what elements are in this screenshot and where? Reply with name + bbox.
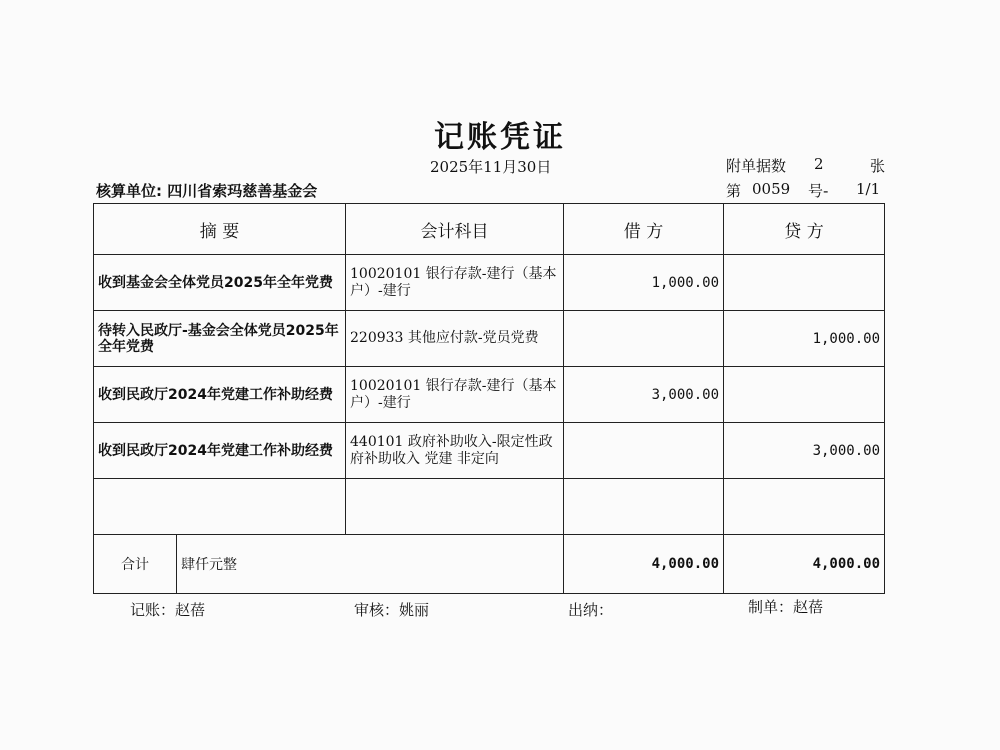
voucher-page: 1/1 <box>856 180 881 198</box>
attachments-info <box>726 155 886 176</box>
total-cell <box>94 535 564 594</box>
voucher-date: 2025年11月30日 <box>430 158 552 176</box>
attachments-label: 附单据数 <box>726 157 787 175</box>
row-credit <box>724 255 885 311</box>
row-debit <box>564 311 724 367</box>
voucher-table <box>93 203 885 594</box>
table-header-row <box>94 204 885 255</box>
row-credit: 3,000.00 <box>724 423 885 479</box>
header-account: 会计科目 <box>346 204 564 255</box>
cashier: 出纳： <box>568 601 614 619</box>
row-account: 10020101 银行存款-建行（基本户）-建行 <box>346 255 564 311</box>
row-debit <box>564 479 724 535</box>
row-credit <box>724 479 885 535</box>
row-account: 10020101 银行存款-建行（基本户）-建行 <box>346 367 564 423</box>
row-debit: 1,000.00 <box>564 255 724 311</box>
table-row <box>94 311 885 367</box>
row-summary: 收到民政厅2024年党建工作补助经费 <box>94 367 346 423</box>
voucher-number: 0059 <box>752 180 791 198</box>
header-credit: 贷 方 <box>724 204 885 255</box>
row-summary: 收到基金会全体党员2025年全年党费 <box>94 255 346 311</box>
total-amount-words: 肆仟元整 <box>181 557 237 573</box>
accounting-unit-name: 四川省索玛慈善基金会 <box>167 182 318 200</box>
row-summary <box>94 479 346 535</box>
row-summary: 收到民政厅2024年党建工作补助经费 <box>94 423 346 479</box>
row-account: 440101 政府补助收入-限定性政府补助收入 党建 非定向 <box>346 423 564 479</box>
row-account: 220933 其他应付款-党员党费 <box>346 311 564 367</box>
row-debit <box>564 423 724 479</box>
row-account <box>346 479 564 535</box>
table-row-empty <box>94 479 885 535</box>
voucher-suffix: 号- <box>808 182 829 200</box>
total-credit: 4,000.00 <box>724 535 885 594</box>
row-credit <box>724 367 885 423</box>
accounting-unit <box>96 180 317 201</box>
table-row <box>94 255 885 311</box>
total-row <box>94 535 885 594</box>
table-row <box>94 367 885 423</box>
header-debit: 借 方 <box>564 204 724 255</box>
voucher-prefix: 第 <box>726 182 742 200</box>
attachments-unit: 张 <box>870 157 886 175</box>
header-summary: 摘 要 <box>94 204 346 255</box>
row-credit: 1,000.00 <box>724 311 885 367</box>
row-debit: 3,000.00 <box>564 367 724 423</box>
voucher-title: 记账凭证 <box>434 120 566 155</box>
preparer: 制单：赵蓓 <box>748 598 824 616</box>
bookkeeper: 记账：赵蓓 <box>130 601 206 619</box>
total-label: 合计 <box>94 535 177 593</box>
accounting-unit-label: 核算单位: <box>96 182 162 200</box>
total-debit: 4,000.00 <box>564 535 724 594</box>
row-summary: 待转入民政厅-基金会全体党员2025年全年党费 <box>94 311 346 367</box>
table-row <box>94 423 885 479</box>
reviewer: 审核：姚丽 <box>354 601 430 619</box>
attachments-count: 2 <box>814 155 824 173</box>
